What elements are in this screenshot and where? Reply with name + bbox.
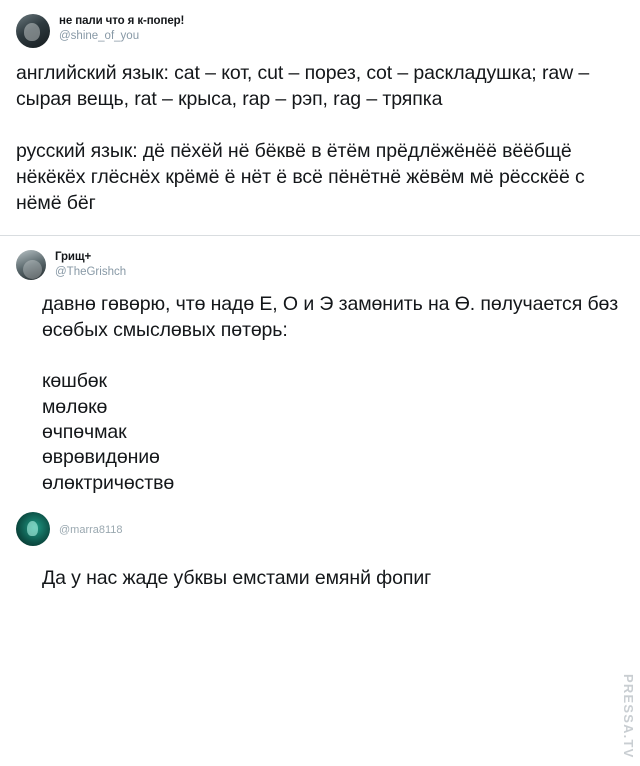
reply-2-header — [16, 512, 624, 546]
list-item: көшбөк — [42, 370, 107, 393]
reply-2-names — [59, 512, 123, 537]
list-item: мөлөкө — [42, 395, 108, 418]
avatar[interactable] — [16, 512, 50, 546]
reply-2-handle[interactable]: @marra8118 — [59, 524, 123, 537]
list-item: өлөктричөствө — [42, 471, 175, 494]
author-handle[interactable]: @shine_of_you — [59, 30, 140, 43]
avatar[interactable] — [16, 250, 46, 280]
tweet-text — [16, 61, 624, 217]
tweet-reply-1 — [0, 236, 640, 497]
tweet-main — [0, 0, 640, 217]
reply-1-display-name[interactable]: Грищ+ — [55, 250, 92, 263]
reply-1-paragraph: давнө гөвөрю, чтө надө Е, О и Э замөнить на Ө. пөлучается бөз өсөбых смыслөвых пөтөрь: — [42, 292, 619, 341]
watermark: PRESSA.TV — [621, 673, 636, 758]
reply-1-handle[interactable]: @TheGrishch — [55, 265, 127, 278]
reply-1-names — [55, 250, 126, 279]
tweet-header — [16, 14, 624, 48]
list-item: өчпөчмак — [42, 421, 127, 444]
reply-1-word-list — [42, 369, 624, 496]
author-display-name[interactable]: не пали что я к-попер! — [59, 15, 185, 27]
reply-2-text — [16, 566, 624, 592]
tweet-reply-2 — [0, 496, 640, 591]
author-names — [59, 14, 184, 43]
tweet-paragraph-1: английский язык: cat – кот, cut – порез, cot – раскладушка; raw – сырая вещь, rat – крыса, rap – рэп, rag – тряпка — [16, 62, 590, 110]
list-item: өврөвидөниө — [42, 446, 160, 469]
tweet-paragraph-2: русский язык: дё пёхёй нё бёквё в ётём прёдлёжёнёё вёёбщё нёкёкёх глёснёх крёмё ё нёт ё всё пёнётнё жёвём мё рёсскёё с нёмё бёг — [16, 139, 585, 214]
reply-1-header — [16, 250, 624, 280]
reply-2-paragraph: Да у нас жаде убквы емстами емянй фопиг — [42, 566, 432, 589]
reply-1-text — [16, 292, 624, 497]
avatar[interactable] — [16, 14, 50, 48]
